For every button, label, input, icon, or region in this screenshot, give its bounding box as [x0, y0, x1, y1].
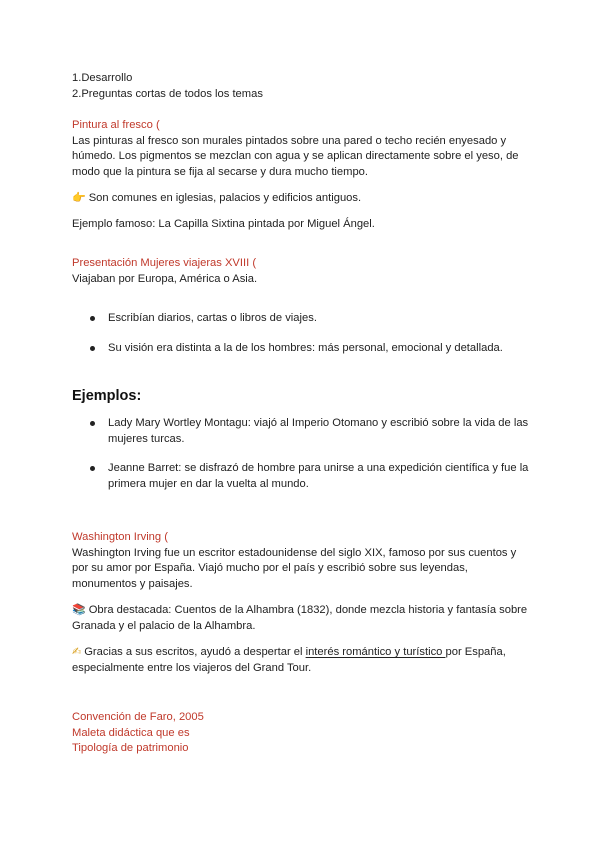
fresco-heading: Pintura al fresco ( [72, 119, 160, 131]
outline-line-2: 2.Preguntas cortas de todos los temas [72, 87, 263, 100]
irving-body: Washington Irving fue un escritor estadounidense del siglo XIX, famoso por sus cuentos y por su amor por España. Viajó mucho por el país y escribió sobre sus leyendas, monumentos y paisajes. [72, 546, 517, 590]
viajeras-intro: Viajaban por Europa, América o Asia. [72, 272, 258, 285]
irving-legacy-after: por España, especialmente entre los viajeros del Grand Tour. [72, 646, 506, 674]
list-item-text: Jeanne Barret: se disfrazó de hombre para unirse a una expedición científica y fue la primera mujer en dar la vuelta al mundo. [108, 462, 529, 490]
books-icon: 📚 [72, 603, 86, 616]
bullet-dot-icon [90, 421, 95, 426]
bullet-dot-icon [90, 466, 95, 471]
list-item-text: Escribían diarios, cartas o libros de viajes. [108, 312, 317, 324]
list-item [72, 461, 532, 492]
footer-topic-1: Convención de Faro, 2005 [72, 711, 204, 723]
fresco-point-text: Son comunes en iglesias, palacios y edificios antiguos. [88, 192, 362, 204]
list-item-text: Lady Mary Wortley Montagu: viajó al Imperio Otomano y escribió sobre la vida de las mujeres turcas. [108, 417, 529, 445]
document-page [72, 71, 532, 757]
irving-legacy-underlined: interés romántico y turístico [305, 646, 446, 658]
bullet-dot-icon [90, 316, 95, 321]
viajeras-bullet-list [72, 311, 532, 356]
irving-work [72, 602, 532, 634]
list-item [72, 416, 532, 447]
outline-line-1: 1.Desarrollo [72, 72, 133, 84]
irving-legacy [72, 644, 532, 676]
footer-topic-3: Tipología de patrimonio [72, 742, 189, 754]
fresco-example: Ejemplo famoso: La Capilla Sixtina pintada por Miguel Ángel. [72, 217, 375, 230]
list-item-text: Su visión era distinta a la de los hombres: más personal, emocional y detallada. [108, 341, 503, 354]
list-item [72, 311, 532, 327]
bullet-dot-icon [90, 346, 95, 351]
pointing-hand-icon: 👉 [72, 191, 86, 204]
examples-heading: Ejemplos: [72, 388, 142, 404]
fresco-body: Las pinturas al fresco son murales pintados sobre una pared o techo recién enyesado y húmedo. Los pigmentos se mezclan con agua y se aplican directamente sobre el yeso, de modo que la pintura se fija al secarse y dura mucho tiempo. [72, 134, 519, 178]
fresco-point [72, 190, 532, 207]
irving-heading: Washington Irving ( [72, 531, 168, 543]
irving-work-text: Obra destacada: Cuentos de la Alhambra (1832), donde mezcla historia y fantasía sobre Granada y el palacio de la Alhambra. [72, 604, 528, 632]
irving-legacy-before: Gracias a sus escritos, ayudó a despertar el [84, 646, 306, 658]
writing-hand-icon: ✍ [72, 645, 82, 658]
viajeras-heading: Presentación Mujeres viajeras XVIII ( [72, 257, 257, 269]
footer-topic-2: Maleta didáctica que es [72, 726, 190, 739]
examples-bullet-list [72, 416, 532, 492]
list-item [72, 341, 532, 357]
